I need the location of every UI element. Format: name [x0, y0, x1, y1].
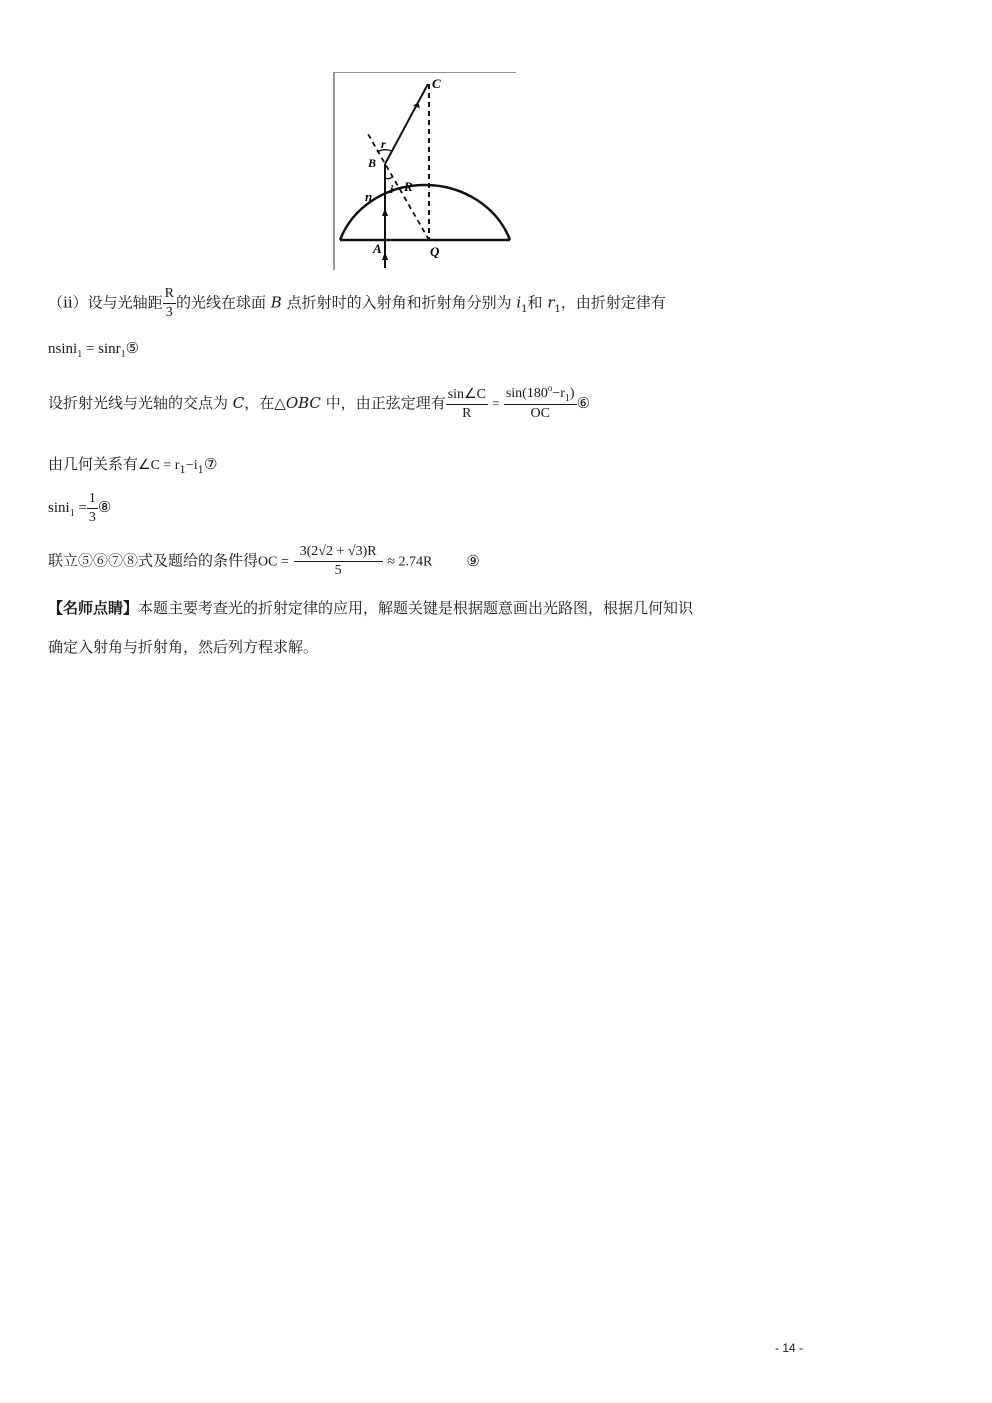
- p1-r-sub: 1: [554, 303, 561, 315]
- label-a: A: [373, 241, 382, 256]
- p4-lhs-sub: 1: [69, 507, 75, 519]
- p2-mark: ⑥: [576, 394, 591, 412]
- eq5-rhs: = sinr: [82, 341, 121, 357]
- p3-mark: ⑦: [204, 455, 218, 473]
- label-n: n: [365, 189, 373, 204]
- label-r: r: [381, 137, 386, 151]
- p1-mid1: 的光线在球面: [175, 293, 266, 312]
- paragraph-sine-law: [48, 385, 590, 423]
- p3-expr-a: ∠C = r: [138, 458, 180, 473]
- p5-lhs: OC =: [258, 554, 289, 570]
- label-c: C: [432, 76, 441, 91]
- label-q: Q: [430, 244, 440, 259]
- equation-8: [48, 490, 111, 527]
- refracted-ray: [385, 84, 428, 164]
- p5-fraction: [294, 543, 383, 580]
- p2-f2-num-c: ): [569, 386, 575, 401]
- p5-rhs: ≈ 2.74R: [387, 554, 433, 570]
- p2-fraction-left: [446, 386, 488, 423]
- teacher-comment-tag: 【名师点睛】: [48, 599, 139, 617]
- paragraph-result: [48, 543, 480, 580]
- p4-fraction: [87, 490, 98, 527]
- p1-suffix: ，由折射定律有: [560, 293, 666, 312]
- p2-prefix: 设折射光线与光轴的交点为: [48, 394, 229, 412]
- teacher-comment-line1: [48, 598, 693, 618]
- p1-frac-num: R: [163, 285, 176, 304]
- teacher-comment-line2: [48, 637, 318, 657]
- p4-frac-den: 3: [88, 510, 96, 525]
- paragraph-geometry: [48, 454, 217, 477]
- p3-prefix: 由几何关系有: [48, 455, 139, 473]
- p4-mark: ⑧: [97, 499, 112, 516]
- p1-i: i: [516, 293, 522, 312]
- p1-and: 和: [527, 293, 543, 312]
- p5-prefix: 联立⑤⑥⑦⑧式及题给的条件得: [48, 551, 259, 570]
- p2-point-c: C: [232, 394, 245, 412]
- p4-equals: =: [74, 499, 87, 516]
- p3-sub-a: 1: [179, 465, 186, 476]
- teacher-comment-text2: 确定入射角与折射角，然后列方程求解。: [48, 638, 319, 656]
- p2-f2-num: [504, 385, 577, 405]
- p1-r: r: [547, 293, 555, 312]
- p1-i-sub: 1: [521, 303, 528, 315]
- p4-lhs: sini: [48, 499, 70, 516]
- equation-5: [48, 339, 139, 358]
- label-i: i: [390, 182, 394, 196]
- paragraph-ii: [48, 285, 666, 322]
- p2-f2-num-sub: 1: [564, 393, 570, 404]
- page-number: - 14 -: [775, 1341, 804, 1355]
- p2-fraction-right: [504, 385, 577, 423]
- p3-expr-b: −i: [185, 458, 198, 473]
- p4-frac-num: 1: [87, 490, 98, 509]
- p5-den: 5: [334, 563, 342, 578]
- optics-diagram-svg: [332, 72, 518, 272]
- p2-mid2: 中，由正弦定理有: [325, 394, 446, 412]
- p5-num: 3(2√2 + √3)R: [294, 543, 383, 562]
- p2-mid1: ，在△: [244, 394, 286, 412]
- p5-mark: ⑨: [466, 551, 480, 570]
- label-radius: R: [404, 179, 413, 194]
- p2-f2-num-a: sin(180: [505, 386, 548, 401]
- p2-f2-den: OC: [530, 406, 550, 421]
- eq5-rhs-sub: 1: [120, 349, 126, 360]
- eq5-mark: ⑤: [125, 341, 140, 357]
- eq5-lhs: nsini: [48, 341, 78, 357]
- p1-fraction: [163, 285, 176, 322]
- p2-f1-num: sin∠C: [446, 386, 488, 405]
- teacher-comment-text1: 本题主要考查光的折射定律的应用，解题关键是根据题意画出光路图，根据几何知识: [138, 599, 694, 617]
- p2-f2-num-b: −r: [552, 386, 565, 401]
- normal-line: [368, 134, 429, 240]
- p2-f2-num-sup: o: [547, 383, 553, 393]
- p1-prefix: （ii）设与光轴距: [48, 293, 163, 312]
- label-b: B: [368, 156, 377, 170]
- p1-mid2: 点折射时的入射角和折射角分别为: [286, 293, 512, 312]
- optics-diagram: [332, 72, 518, 272]
- p1-point-b: B: [270, 293, 282, 312]
- p2-triangle-obc: OBC: [285, 394, 321, 412]
- p2-f1-den: R: [462, 405, 472, 421]
- p1-frac-den: 3: [165, 305, 173, 320]
- eq5-lhs-sub: 1: [77, 349, 83, 360]
- p3-sub-b: 1: [197, 465, 205, 476]
- p2-equals: =: [491, 397, 500, 412]
